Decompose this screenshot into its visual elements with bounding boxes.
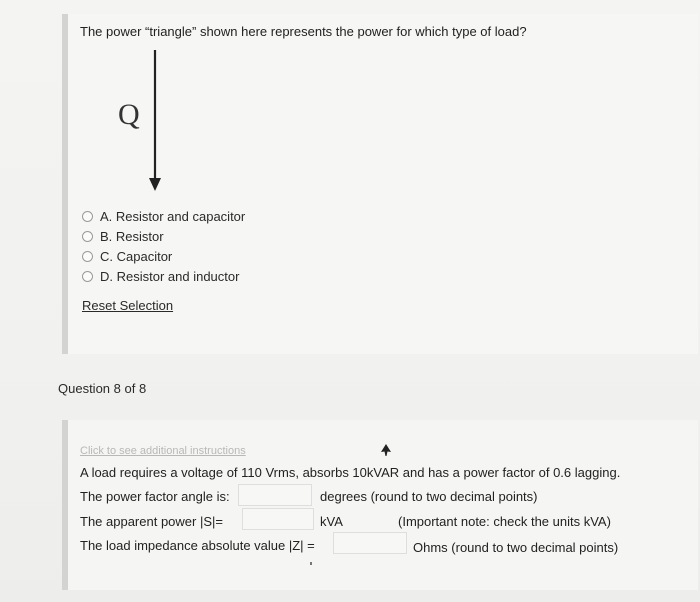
option-b[interactable] bbox=[82, 226, 245, 246]
option-a[interactable] bbox=[82, 206, 245, 226]
radio-icon[interactable] bbox=[82, 251, 93, 262]
question-counter: Question 8 of 8 bbox=[58, 381, 147, 396]
text-caret bbox=[310, 562, 312, 565]
load-impedance-unit: Ohms (round to two decimal points) bbox=[413, 540, 619, 555]
apparent-power-unit: kVA bbox=[320, 514, 343, 529]
question-text: The power “triangle” shown here represents the power for which type of load? bbox=[80, 24, 527, 39]
option-label: D. Resistor and inductor bbox=[100, 268, 240, 284]
apparent-power-label: The apparent power |S|= bbox=[80, 514, 223, 529]
power-factor-angle-unit: degrees (round to two decimal points) bbox=[320, 489, 538, 504]
power-factor-angle-label: The power factor angle is: bbox=[80, 489, 230, 504]
load-impedance-label: The load impedance absolute value |Z| = bbox=[80, 538, 315, 553]
radio-icon[interactable] bbox=[82, 231, 93, 242]
problem-statement: A load requires a voltage of 110 Vrms, absorbs 10kVAR and has a power factor of 0.6 lagging. bbox=[80, 465, 621, 480]
power-triangle-arrow-icon bbox=[148, 50, 162, 192]
reactive-power-label: Q bbox=[118, 98, 140, 131]
apparent-power-note: (Important note: check the units kVA) bbox=[398, 514, 611, 529]
mouse-cursor-icon bbox=[381, 444, 391, 456]
option-c[interactable] bbox=[82, 246, 245, 266]
option-label: B. Resistor bbox=[100, 228, 164, 244]
apparent-power-input[interactable] bbox=[242, 508, 314, 530]
option-label: A. Resistor and capacitor bbox=[100, 208, 246, 224]
reset-selection-link[interactable]: Reset Selection bbox=[82, 298, 174, 313]
option-d[interactable] bbox=[82, 266, 245, 286]
answer-options bbox=[82, 206, 245, 286]
additional-instructions-link[interactable]: Click to see additional instructions bbox=[80, 445, 246, 457]
load-impedance-input[interactable] bbox=[333, 532, 407, 554]
option-label: C. Capacitor bbox=[100, 248, 173, 264]
radio-icon[interactable] bbox=[82, 211, 93, 222]
power-factor-angle-input[interactable] bbox=[238, 484, 312, 506]
radio-icon[interactable] bbox=[82, 271, 93, 282]
